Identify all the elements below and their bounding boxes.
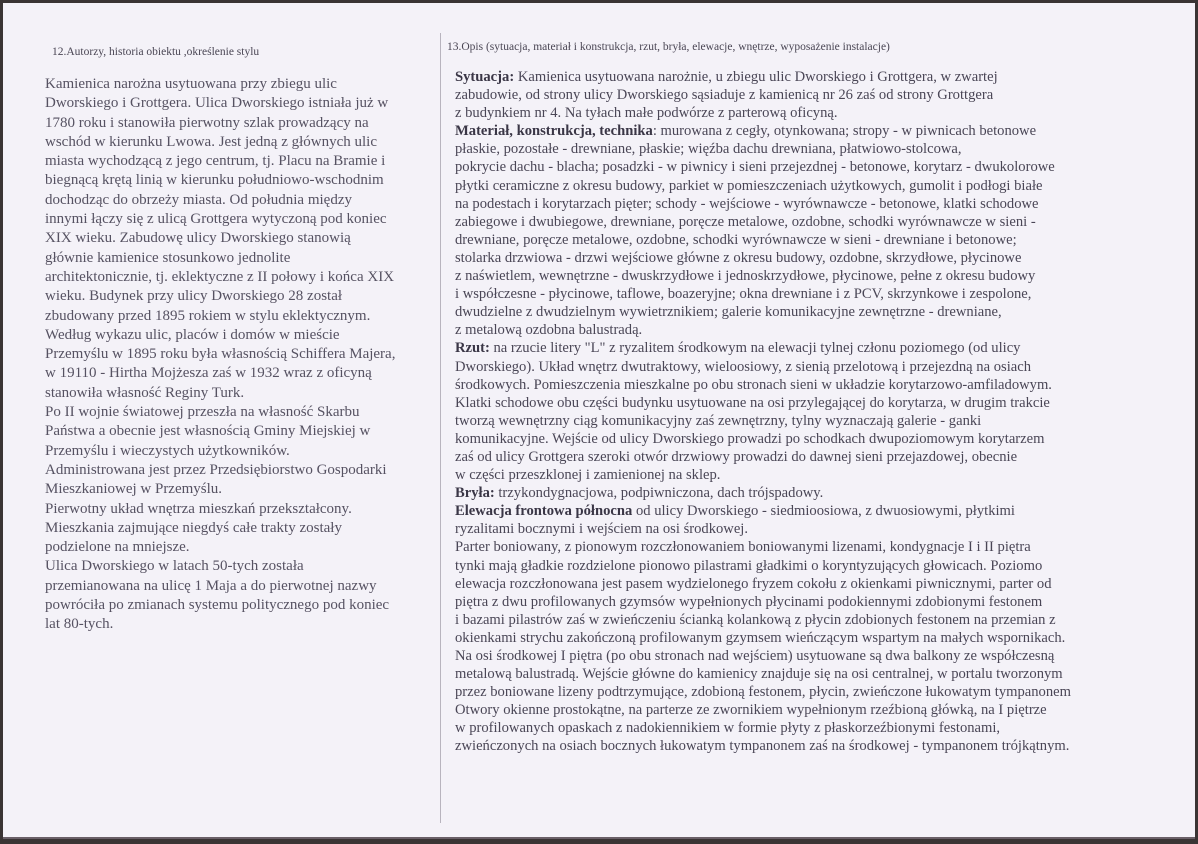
line-text: z naświetlem, wewnętrzne - dwuskrzydłowe i jednoskrzydłowe, płycinowe, pełne z okresu budowy [455,268,1036,285]
text-line: wieku. Budynek przy ulicy Dworskiego 28 został [45,288,343,305]
line-text: Otwory okienne prostokątne, na parterze ze zwornikiem wypełnionym rzeźbioną główką, na I piętrze [455,702,1047,719]
text-line [455,267,1198,285]
text-line [455,249,1198,267]
text-line: stanowiła własność Reginy Turk. [45,384,245,401]
text-line: miasta wychodzącą z jego centrum, tj. Placu na Bramie i [45,153,386,170]
text-line [455,557,1198,575]
text-line: Ulica Dworskiego w latach 50-tych została [45,558,304,575]
text-line [455,466,1198,484]
line-text: zabudowie, od strony ulicy Dworskiego sąsiaduje z kamienicą nr 26 zaś od strony Grottgera [455,87,994,104]
text-line [455,231,1198,249]
line-text: dwudzielne z dwudzielnym wywietrznikiem; galerie komunikacyjne zewnętrzne - drewniane, [455,304,1002,321]
text-line: Pierwotny układ wnętrza mieszkań przekształcony. [45,500,352,517]
text-line: Według wykazu ulic, placów i domów w mieście [45,326,340,343]
text-line: Administrowana jest przez Przedsiębiorstwo Gospodarki [45,461,387,478]
line-text: przez boniowane lizeny podtrzymujące, zdobioną festonem, płycin, zwieńczone łukowatym tympanonem [455,684,1071,701]
text-line [455,285,1198,303]
section-label: Sytuacja: [455,69,515,85]
text-line [455,213,1198,231]
text-line: dochodząc do obrzeży miasta. Od południa między [45,191,352,208]
text-line [455,158,1198,176]
line-text: trzykondygnacjowa, podpiwniczona, dach trójspadowy. [494,485,824,502]
line-text: Kamienica usytuowana narożnie, u zbiegu ulic Dworskiego i Grottgera, w zwartej [514,69,998,85]
text-line: powróciła po zmianach systemu politycznego pod koniec [45,597,390,614]
line-text: zwieńczonych na osiach bocznych łukowatym tympanonem zaś na środkowej - tympanonem trójkątnym. [455,738,1070,755]
text-line [455,339,1198,357]
line-text: z metalową ozdobna balustradą. [455,322,643,339]
text-line: podzielone na mniejsze. [45,539,190,556]
line-text: i współczesne - płycinowe, taflowe, boazeryjne; okna drewniane i z PCV, skrzynkowe i zespolone, [455,286,1032,303]
text-line [455,412,1198,430]
line-text: Dworskiego). Układ wnętrz dwutraktowy, wieloosiowy, z sienią przelotową i przejezdną na osiach [455,358,1031,375]
section-label: Bryła: [455,485,495,502]
text-line [455,484,1198,502]
text-line: głównie kamienice stosunkowo jednolite [45,249,291,266]
line-text: i bazami pilastrów zaś w zwieńczeniu ścianką kolankową z płycin zdobionych festonem na przemian z [455,611,1056,628]
text-line [455,140,1198,158]
line-text: na rzucie litery "L" z ryzalitem środkowym na elewacji tylnej członu poziomego (od ulicy [489,340,1021,357]
text-line: w 19110 - Hirtha Mojżesza zaś w 1932 wraz z oficyną [45,365,372,382]
line-text: w części przeszklonej i zamienionej na sklep. [455,467,721,484]
text-line [455,647,1198,665]
text-line [455,303,1198,321]
text-line [455,104,1198,122]
text-line [455,376,1198,394]
section-label: Rzut: [455,340,490,357]
text-line [455,575,1198,593]
text-line: zbudowany przed 1895 rokiem w stylu eklektycznym. [45,307,371,324]
text-line: Mieszkaniowej w Przemyślu. [45,481,223,498]
line-text: Klatki schodowe obu części budynku usytuowane na osi przylegającej do korytarza, w drugim trakcie [455,394,1050,411]
text-line: XIX wieku. Zabudowę ulicy Dworskiego stanowią [45,230,351,247]
text-line: Przemyślu w 1895 roku była własnością Schiffera Majera, [45,346,396,363]
text-line: biegnącą krętą linią w kierunku południowo-wschodnim [45,172,384,189]
text-line: Kamienica narożna usytuowana przy zbiegu ulic [45,76,337,92]
text-line [455,358,1198,376]
text-line [455,629,1198,647]
text-line [455,195,1198,213]
text-line: Państwa a obecnie jest własnością Gminy Miejskiej w [45,423,371,440]
text-line: Przemyślu i wieczystych użytkowników. [45,442,290,459]
text-line [455,86,1198,104]
line-text: piętra z dwu profilowanych gzymsów wypełnionych płycinami podokiennymi zdobionymi festonem [455,593,1043,610]
text-line [455,177,1198,195]
line-text: : murowana z cegły, otynkowana; stropy - w piwnicach betonowe [652,123,1037,140]
section-13-body [455,68,1198,756]
line-text: środkowych. Pomieszczenia mieszkalne po obu stronach sieni w układzie korytarzowo-amfiladowym. [455,376,1052,393]
line-text: okienkami strychu zakończoną profilowanym gzymsem wieńczącym wspartym na małych wspornikach. [455,629,1066,646]
text-line [455,394,1198,412]
text-line [455,122,1198,140]
section-13-header: 13.Opis (sytuacja, materiał i konstrukcja, rzut, bryła, elewacje, wnętrze, wyposażenie instalacje) [447,41,890,53]
line-text: Parter boniowany, z pionowym rozczłonowaniem boniowanymi lizenami, kondygnacje I i II piętra [455,539,1031,556]
section-12-body [45,75,445,635]
section-label: Elewacja frontowa północna [455,503,633,520]
line-text: od ulicy Dworskiego - siedmioosiowa, z dwuosiowymi, płytkimi [632,503,1015,520]
text-line: wschód w kierunku Lwowa. Jest jedną z głównych ulic [45,133,378,150]
text-line [455,68,1198,86]
text-line [455,520,1198,538]
line-text: zabiegowe i dwubiegowe, drewniane, poręcze metalowe, ozdobne, schodki wyrównawcze w sieni - [455,213,1036,230]
line-text: z budynkiem nr 4. Na tyłach małe podwórze z parterową oficyną. [455,105,838,122]
text-line [455,737,1198,755]
text-line: Po II wojnie światowej przeszła na własność Skarbu [45,404,360,421]
text-line: innymi łączy się z ulicą Grottgera wytyczoną pod koniec [45,211,387,228]
text-line [455,430,1198,448]
line-text: w profilowanych opaskach z nadokiennikiem w formie płyty z płaskorzeźbionymi festonami, [455,720,1001,737]
section-12-header: 12.Autorzy, historia obiektu ,określenie stylu [52,46,260,58]
line-text: tworzą wewnętrzny ciąg komunikacyjny zaś zewnętrzny, tylny wyznaczają galerie - ganki [455,412,982,429]
text-line: Dworskiego i Grottgera. Ulica Dworskiego istniała już w [45,95,389,112]
text-line [455,448,1198,466]
text-line [455,502,1198,520]
line-text: na podestach i korytarzach pięter; schody - wejściowe - wyrównawcze - betonowe, klatki schodowe [455,195,1039,212]
line-text: zaś od ulicy Grottgera szeroki otwór drzwiowy prowadzi do dawnej sieni przejazdowej, obecnie [455,448,1018,465]
text-line [455,611,1198,629]
text-line: przemianowana na ulicę 1 Maja a do pierwotnej nazwy [45,577,377,594]
text-line: architektonicznie, tj. eklektyczne z II połowy i końca XIX [45,268,395,285]
line-text: stolarka drzwiowa - drzwi wejściowe główne z okresu budowy, ozdobne, skrzydłowe, płycinowe [455,249,1022,266]
line-text: elewacja rozczłonowana jest pasem wydzielonego fryzem cokołu z okienkami piwnicznymi, parter od [455,575,1052,592]
line-text: ryzalitami bocznymi i wejściem na osi środkowej. [455,521,749,538]
text-line: Mieszkania zajmujące niegdyś całe trakty zostały [45,519,342,536]
text-line: lat 80-tych. [45,616,114,633]
section-label: Materiał, konstrukcja, technika [455,123,653,140]
text-line [455,321,1198,339]
text-line [455,538,1198,556]
text-line [455,719,1198,737]
line-text: płytki ceramiczne z okresu budowy, parkiet w pomieszczeniach użytkowych, gumolit i podłogi białe [455,177,1043,194]
line-text: komunikacyjne. Wejście od ulicy Dworskiego prowadzi po schodkach dwupoziomowym korytarzem [455,430,1045,447]
line-text: drewniane, poręcze metalowe, ozdobne, schodki wyrównawcze w sieni - drewniane i betonowe; [455,231,1017,248]
text-line [455,593,1198,611]
line-text: metalową balustradą. Wejście główne do kamienicy znajduje się na osi centralnej, w portalu tworzonym [455,666,1063,683]
text-line [455,701,1198,719]
scanned-document-page [3,3,1195,839]
line-text: płaskie, pozostałe - drewniane, płaskie; więźba dachu drewniana, płatwiowo-stolcowa, [455,141,962,158]
line-text: Na osi środkowej I piętra (po obu stronach nad wejściem) usytuowane są dwa balkony ze współczesną [455,648,1055,664]
text-line: 1780 roku i stanowiła pierwotny szlak prowadzący na [45,114,369,131]
line-text: tynki mają gładkie rozdzielone pionowo pilastrami gładkimi o koryntyzujących głowicach. Poziomo [455,557,1043,574]
line-text: pokrycie dachu - blacha; posadzki - w piwnicy i sieni przejezdnej - betonowe, korytarz - dwukolorowe [455,159,1055,176]
text-line [455,665,1198,683]
text-line [455,683,1198,701]
